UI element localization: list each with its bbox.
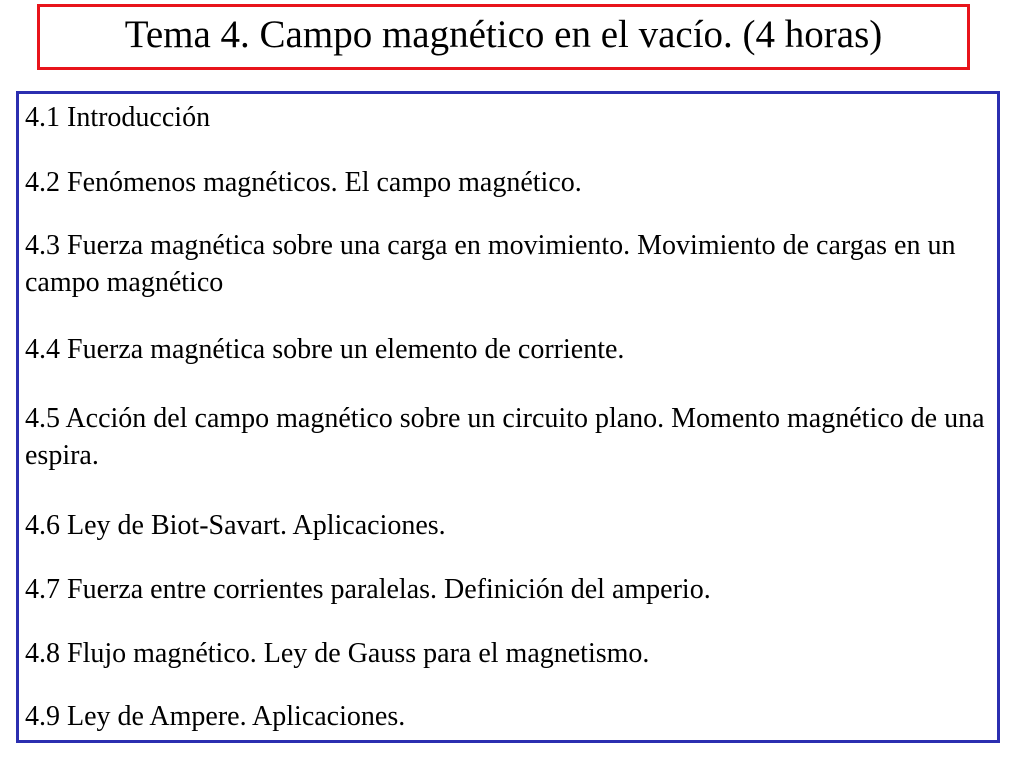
topic-item: 4.2 Fenómenos magnéticos. El campo magnético. [25,167,582,198]
topic-item: 4.8 Flujo magnético. Ley de Gauss para el magnetismo. [25,638,650,669]
topic-item: 4.3 Fuerza magnética sobre una carga en movimiento. Movimiento de cargas en un campo magnético [25,230,956,298]
title-box [37,4,970,70]
topic-item: 4.4 Fuerza magnética sobre un elemento de corriente. [25,334,625,365]
topic-item: 4.9 Ley de Ampere. Aplicaciones. [25,701,406,732]
slide-title: Tema 4. Campo magnético en el vacío. (4 horas) [124,12,883,56]
topic-item: 4.1 Introducción [25,102,211,133]
topic-item: 4.5 Acción del campo magnético sobre un circuito plano. Momento magnético de una espira. [25,403,985,471]
topic-item: 4.6 Ley de Biot-Savart. Aplicaciones. [25,510,446,541]
topic-item: 4.7 Fuerza entre corrientes paralelas. Definición del amperio. [25,574,711,605]
topics-box [16,91,1000,743]
